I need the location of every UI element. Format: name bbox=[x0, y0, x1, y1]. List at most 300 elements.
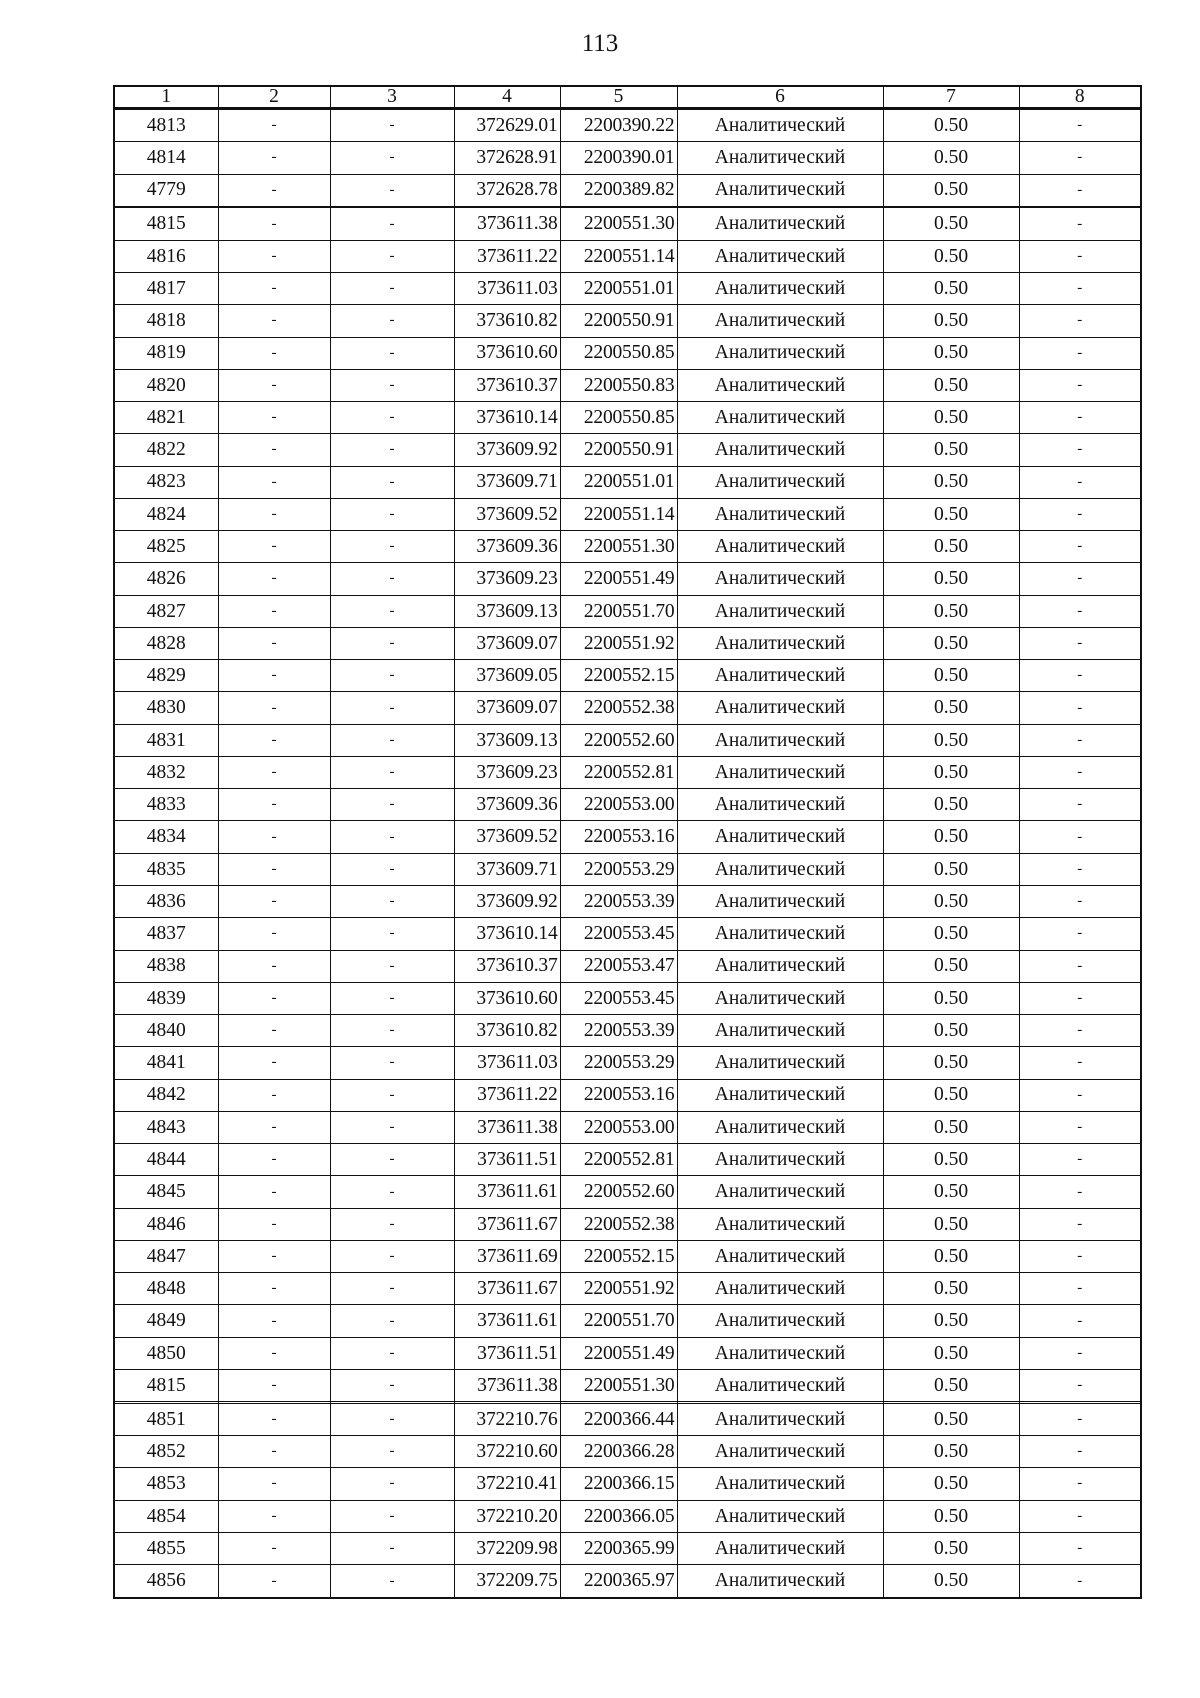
point-number-cell: 4847 bbox=[114, 1240, 218, 1272]
y-coordinate-cell: 2200552.15 bbox=[560, 1240, 677, 1272]
point-number-cell: 4844 bbox=[114, 1144, 218, 1176]
col8-cell: - bbox=[1019, 1176, 1141, 1208]
col8-cell: - bbox=[1019, 240, 1141, 272]
y-coordinate-cell: 2200551.30 bbox=[560, 531, 677, 563]
accuracy-cell: 0.50 bbox=[883, 208, 1019, 240]
col3-cell: - bbox=[330, 466, 454, 498]
column-header: 7 bbox=[883, 86, 1019, 108]
col8-cell: - bbox=[1019, 174, 1141, 206]
col8-cell: - bbox=[1019, 1273, 1141, 1305]
accuracy-cell: 0.50 bbox=[883, 498, 1019, 530]
x-coordinate-cell: 373609.23 bbox=[454, 563, 560, 595]
table-row bbox=[114, 950, 1141, 982]
method-cell: Аналитический bbox=[677, 1240, 883, 1272]
x-coordinate-cell: 373611.67 bbox=[454, 1273, 560, 1305]
column-header: 3 bbox=[330, 86, 454, 108]
method-cell: Аналитический bbox=[677, 821, 883, 853]
col2-cell: - bbox=[218, 1015, 330, 1047]
col2-cell: - bbox=[218, 853, 330, 885]
y-coordinate-cell: 2200550.91 bbox=[560, 434, 677, 466]
x-coordinate-cell: 372628.78 bbox=[454, 174, 560, 206]
table-row bbox=[114, 821, 1141, 853]
x-coordinate-cell: 372210.20 bbox=[454, 1500, 560, 1532]
col2-cell: - bbox=[218, 982, 330, 1014]
x-coordinate-cell: 372209.75 bbox=[454, 1565, 560, 1598]
col8-cell: - bbox=[1019, 1047, 1141, 1079]
col8-cell: - bbox=[1019, 1240, 1141, 1272]
col3-cell: - bbox=[330, 1305, 454, 1337]
col2-cell: - bbox=[218, 1337, 330, 1369]
x-coordinate-cell: 372209.98 bbox=[454, 1532, 560, 1564]
accuracy-cell: 0.50 bbox=[883, 1532, 1019, 1564]
col2-cell: - bbox=[218, 756, 330, 788]
col3-cell: - bbox=[330, 1500, 454, 1532]
table-row bbox=[114, 1403, 1141, 1435]
accuracy-cell: 0.50 bbox=[883, 1436, 1019, 1468]
col8-cell: - bbox=[1019, 1468, 1141, 1500]
col8-cell: - bbox=[1019, 402, 1141, 434]
col3-cell: - bbox=[330, 272, 454, 304]
table-row bbox=[114, 1565, 1141, 1598]
col3-cell: - bbox=[330, 1144, 454, 1176]
y-coordinate-cell: 2200553.39 bbox=[560, 1015, 677, 1047]
method-cell: Аналитический bbox=[677, 563, 883, 595]
accuracy-cell: 0.50 bbox=[883, 563, 1019, 595]
table-row bbox=[114, 1240, 1141, 1272]
col8-cell: - bbox=[1019, 498, 1141, 530]
x-coordinate-cell: 373610.82 bbox=[454, 1015, 560, 1047]
x-coordinate-cell: 373609.36 bbox=[454, 531, 560, 563]
table-row bbox=[114, 1337, 1141, 1369]
method-cell: Аналитический bbox=[677, 1565, 883, 1598]
col2-cell: - bbox=[218, 1532, 330, 1564]
method-cell: Аналитический bbox=[677, 1436, 883, 1468]
point-number-cell: 4849 bbox=[114, 1305, 218, 1337]
table-row bbox=[114, 1370, 1141, 1402]
method-cell: Аналитический bbox=[677, 886, 883, 918]
accuracy-cell: 0.50 bbox=[883, 1015, 1019, 1047]
col3-cell: - bbox=[330, 434, 454, 466]
x-coordinate-cell: 373609.52 bbox=[454, 821, 560, 853]
table-row bbox=[114, 108, 1141, 142]
y-coordinate-cell: 2200552.60 bbox=[560, 1176, 677, 1208]
method-cell: Аналитический bbox=[677, 1111, 883, 1143]
y-coordinate-cell: 2200553.45 bbox=[560, 918, 677, 950]
col3-cell: - bbox=[330, 498, 454, 530]
x-coordinate-cell: 373611.69 bbox=[454, 1240, 560, 1272]
y-coordinate-cell: 2200390.01 bbox=[560, 142, 677, 174]
col2-cell: - bbox=[218, 142, 330, 174]
accuracy-cell: 0.50 bbox=[883, 627, 1019, 659]
col8-cell: - bbox=[1019, 563, 1141, 595]
table-row bbox=[114, 1468, 1141, 1500]
x-coordinate-cell: 372210.60 bbox=[454, 1436, 560, 1468]
accuracy-cell: 0.50 bbox=[883, 305, 1019, 337]
table-row bbox=[114, 853, 1141, 885]
col3-cell: - bbox=[330, 756, 454, 788]
col2-cell: - bbox=[218, 821, 330, 853]
coordinates-table bbox=[113, 85, 1142, 1599]
accuracy-cell: 0.50 bbox=[883, 595, 1019, 627]
method-cell: Аналитический bbox=[677, 627, 883, 659]
method-cell: Аналитический bbox=[677, 724, 883, 756]
point-number-cell: 4828 bbox=[114, 627, 218, 659]
col2-cell: - bbox=[218, 886, 330, 918]
col8-cell: - bbox=[1019, 208, 1141, 240]
table-row bbox=[114, 692, 1141, 724]
table-row bbox=[114, 1500, 1141, 1532]
method-cell: Аналитический bbox=[677, 174, 883, 206]
point-number-cell: 4834 bbox=[114, 821, 218, 853]
col2-cell: - bbox=[218, 1208, 330, 1240]
col8-cell: - bbox=[1019, 627, 1141, 659]
y-coordinate-cell: 2200551.01 bbox=[560, 466, 677, 498]
col2-cell: - bbox=[218, 1144, 330, 1176]
point-number-cell: 4832 bbox=[114, 756, 218, 788]
accuracy-cell: 0.50 bbox=[883, 950, 1019, 982]
table-row bbox=[114, 1047, 1141, 1079]
col3-cell: - bbox=[330, 886, 454, 918]
col2-cell: - bbox=[218, 1403, 330, 1435]
col8-cell: - bbox=[1019, 789, 1141, 821]
y-coordinate-cell: 2200553.16 bbox=[560, 821, 677, 853]
accuracy-cell: 0.50 bbox=[883, 369, 1019, 401]
col8-cell: - bbox=[1019, 108, 1141, 142]
col8-cell: - bbox=[1019, 1436, 1141, 1468]
col8-cell: - bbox=[1019, 1370, 1141, 1402]
accuracy-cell: 0.50 bbox=[883, 724, 1019, 756]
table-row bbox=[114, 369, 1141, 401]
table-row bbox=[114, 305, 1141, 337]
y-coordinate-cell: 2200365.97 bbox=[560, 1565, 677, 1598]
point-number-cell: 4855 bbox=[114, 1532, 218, 1564]
method-cell: Аналитический bbox=[677, 402, 883, 434]
accuracy-cell: 0.50 bbox=[883, 434, 1019, 466]
col2-cell: - bbox=[218, 272, 330, 304]
method-cell: Аналитический bbox=[677, 466, 883, 498]
point-number-cell: 4816 bbox=[114, 240, 218, 272]
col8-cell: - bbox=[1019, 1532, 1141, 1564]
col8-cell: - bbox=[1019, 595, 1141, 627]
point-number-cell: 4827 bbox=[114, 595, 218, 627]
col2-cell: - bbox=[218, 208, 330, 240]
x-coordinate-cell: 373611.38 bbox=[454, 1111, 560, 1143]
method-cell: Аналитический bbox=[677, 756, 883, 788]
method-cell: Аналитический bbox=[677, 337, 883, 369]
accuracy-cell: 0.50 bbox=[883, 789, 1019, 821]
point-number-cell: 4843 bbox=[114, 1111, 218, 1143]
point-number-cell: 4813 bbox=[114, 108, 218, 142]
accuracy-cell: 0.50 bbox=[883, 1176, 1019, 1208]
col2-cell: - bbox=[218, 563, 330, 595]
x-coordinate-cell: 373609.23 bbox=[454, 756, 560, 788]
method-cell: Аналитический bbox=[677, 531, 883, 563]
col8-cell: - bbox=[1019, 142, 1141, 174]
table-row bbox=[114, 240, 1141, 272]
x-coordinate-cell: 373610.14 bbox=[454, 402, 560, 434]
col2-cell: - bbox=[218, 1047, 330, 1079]
point-number-cell: 4838 bbox=[114, 950, 218, 982]
accuracy-cell: 0.50 bbox=[883, 1337, 1019, 1369]
table-row bbox=[114, 789, 1141, 821]
col3-cell: - bbox=[330, 174, 454, 206]
col8-cell: - bbox=[1019, 918, 1141, 950]
point-number-cell: 4815 bbox=[114, 208, 218, 240]
point-number-cell: 4845 bbox=[114, 1176, 218, 1208]
col3-cell: - bbox=[330, 240, 454, 272]
accuracy-cell: 0.50 bbox=[883, 337, 1019, 369]
table-row bbox=[114, 434, 1141, 466]
col2-cell: - bbox=[218, 498, 330, 530]
y-coordinate-cell: 2200551.70 bbox=[560, 1305, 677, 1337]
col3-cell: - bbox=[330, 1079, 454, 1111]
col8-cell: - bbox=[1019, 1144, 1141, 1176]
accuracy-cell: 0.50 bbox=[883, 1144, 1019, 1176]
point-number-cell: 4853 bbox=[114, 1468, 218, 1500]
method-cell: Аналитический bbox=[677, 1468, 883, 1500]
point-number-cell: 4779 bbox=[114, 174, 218, 206]
page-number: 113 bbox=[581, 30, 619, 57]
accuracy-cell: 0.50 bbox=[883, 174, 1019, 206]
table-row bbox=[114, 1273, 1141, 1305]
y-coordinate-cell: 2200550.85 bbox=[560, 402, 677, 434]
method-cell: Аналитический bbox=[677, 369, 883, 401]
col2-cell: - bbox=[218, 174, 330, 206]
col2-cell: - bbox=[218, 1111, 330, 1143]
method-cell: Аналитический bbox=[677, 208, 883, 240]
column-header: 4 bbox=[454, 86, 560, 108]
point-number-cell: 4830 bbox=[114, 692, 218, 724]
col2-cell: - bbox=[218, 305, 330, 337]
col8-cell: - bbox=[1019, 1305, 1141, 1337]
y-coordinate-cell: 2200366.05 bbox=[560, 1500, 677, 1532]
x-coordinate-cell: 373609.07 bbox=[454, 692, 560, 724]
method-cell: Аналитический bbox=[677, 1176, 883, 1208]
accuracy-cell: 0.50 bbox=[883, 1111, 1019, 1143]
x-coordinate-cell: 372210.76 bbox=[454, 1403, 560, 1435]
point-number-cell: 4835 bbox=[114, 853, 218, 885]
point-number-cell: 4841 bbox=[114, 1047, 218, 1079]
y-coordinate-cell: 2200366.15 bbox=[560, 1468, 677, 1500]
accuracy-cell: 0.50 bbox=[883, 240, 1019, 272]
y-coordinate-cell: 2200552.60 bbox=[560, 724, 677, 756]
col8-cell: - bbox=[1019, 982, 1141, 1014]
table-row bbox=[114, 724, 1141, 756]
col3-cell: - bbox=[330, 789, 454, 821]
method-cell: Аналитический bbox=[677, 950, 883, 982]
point-number-cell: 4814 bbox=[114, 142, 218, 174]
x-coordinate-cell: 373611.22 bbox=[454, 240, 560, 272]
col2-cell: - bbox=[218, 627, 330, 659]
method-cell: Аналитический bbox=[677, 240, 883, 272]
method-cell: Аналитический bbox=[677, 982, 883, 1014]
x-coordinate-cell: 373610.37 bbox=[454, 950, 560, 982]
col8-cell: - bbox=[1019, 1208, 1141, 1240]
col2-cell: - bbox=[218, 337, 330, 369]
x-coordinate-cell: 373609.71 bbox=[454, 853, 560, 885]
table-row bbox=[114, 1208, 1141, 1240]
method-cell: Аналитический bbox=[677, 434, 883, 466]
col3-cell: - bbox=[330, 1015, 454, 1047]
accuracy-cell: 0.50 bbox=[883, 1565, 1019, 1598]
table-row bbox=[114, 208, 1141, 240]
table-row bbox=[114, 174, 1141, 206]
method-cell: Аналитический bbox=[677, 789, 883, 821]
method-cell: Аналитический bbox=[677, 142, 883, 174]
x-coordinate-cell: 372210.41 bbox=[454, 1468, 560, 1500]
col8-cell: - bbox=[1019, 660, 1141, 692]
x-coordinate-cell: 373611.51 bbox=[454, 1144, 560, 1176]
table-row bbox=[114, 466, 1141, 498]
point-number-cell: 4826 bbox=[114, 563, 218, 595]
col8-cell: - bbox=[1019, 1015, 1141, 1047]
col2-cell: - bbox=[218, 1240, 330, 1272]
method-cell: Аналитический bbox=[677, 1370, 883, 1402]
col8-cell: - bbox=[1019, 821, 1141, 853]
accuracy-cell: 0.50 bbox=[883, 821, 1019, 853]
col8-cell: - bbox=[1019, 369, 1141, 401]
y-coordinate-cell: 2200552.38 bbox=[560, 1208, 677, 1240]
x-coordinate-cell: 373610.82 bbox=[454, 305, 560, 337]
col3-cell: - bbox=[330, 1047, 454, 1079]
col3-cell: - bbox=[330, 1273, 454, 1305]
point-number-cell: 4848 bbox=[114, 1273, 218, 1305]
x-coordinate-cell: 373609.36 bbox=[454, 789, 560, 821]
table-row bbox=[114, 886, 1141, 918]
table-row bbox=[114, 1176, 1141, 1208]
x-coordinate-cell: 373611.51 bbox=[454, 1337, 560, 1369]
table-row bbox=[114, 660, 1141, 692]
table-row bbox=[114, 531, 1141, 563]
method-cell: Аналитический bbox=[677, 1403, 883, 1435]
x-coordinate-cell: 372629.01 bbox=[454, 108, 560, 142]
accuracy-cell: 0.50 bbox=[883, 272, 1019, 304]
col2-cell: - bbox=[218, 1436, 330, 1468]
column-header: 1 bbox=[114, 86, 218, 108]
col2-cell: - bbox=[218, 1565, 330, 1598]
y-coordinate-cell: 2200551.49 bbox=[560, 563, 677, 595]
col3-cell: - bbox=[330, 950, 454, 982]
table-row bbox=[114, 1532, 1141, 1564]
y-coordinate-cell: 2200553.29 bbox=[560, 1047, 677, 1079]
y-coordinate-cell: 2200550.91 bbox=[560, 305, 677, 337]
x-coordinate-cell: 373609.05 bbox=[454, 660, 560, 692]
column-header: 2 bbox=[218, 86, 330, 108]
col8-cell: - bbox=[1019, 466, 1141, 498]
column-header: 5 bbox=[560, 86, 677, 108]
table-row bbox=[114, 142, 1141, 174]
col8-cell: - bbox=[1019, 434, 1141, 466]
y-coordinate-cell: 2200551.14 bbox=[560, 498, 677, 530]
accuracy-cell: 0.50 bbox=[883, 1047, 1019, 1079]
col3-cell: - bbox=[330, 1208, 454, 1240]
point-number-cell: 4829 bbox=[114, 660, 218, 692]
point-number-cell: 4819 bbox=[114, 337, 218, 369]
col8-cell: - bbox=[1019, 886, 1141, 918]
col3-cell: - bbox=[330, 208, 454, 240]
col2-cell: - bbox=[218, 1500, 330, 1532]
point-number-cell: 4854 bbox=[114, 1500, 218, 1532]
accuracy-cell: 0.50 bbox=[883, 1468, 1019, 1500]
y-coordinate-cell: 2200552.38 bbox=[560, 692, 677, 724]
col2-cell: - bbox=[218, 240, 330, 272]
col8-cell: - bbox=[1019, 1337, 1141, 1369]
x-coordinate-cell: 373609.13 bbox=[454, 595, 560, 627]
col2-cell: - bbox=[218, 950, 330, 982]
point-number-cell: 4839 bbox=[114, 982, 218, 1014]
col2-cell: - bbox=[218, 531, 330, 563]
accuracy-cell: 0.50 bbox=[883, 466, 1019, 498]
col8-cell: - bbox=[1019, 531, 1141, 563]
col8-cell: - bbox=[1019, 337, 1141, 369]
method-cell: Аналитический bbox=[677, 1144, 883, 1176]
col3-cell: - bbox=[330, 1532, 454, 1564]
col8-cell: - bbox=[1019, 1403, 1141, 1435]
method-cell: Аналитический bbox=[677, 1532, 883, 1564]
y-coordinate-cell: 2200553.39 bbox=[560, 886, 677, 918]
col8-cell: - bbox=[1019, 1111, 1141, 1143]
col2-cell: - bbox=[218, 1273, 330, 1305]
x-coordinate-cell: 373611.22 bbox=[454, 1079, 560, 1111]
table-row bbox=[114, 1111, 1141, 1143]
col3-cell: - bbox=[330, 724, 454, 756]
y-coordinate-cell: 2200551.49 bbox=[560, 1337, 677, 1369]
col3-cell: - bbox=[330, 1565, 454, 1598]
accuracy-cell: 0.50 bbox=[883, 531, 1019, 563]
col8-cell: - bbox=[1019, 1500, 1141, 1532]
col2-cell: - bbox=[218, 369, 330, 401]
col2-cell: - bbox=[218, 1370, 330, 1402]
col2-cell: - bbox=[218, 660, 330, 692]
col2-cell: - bbox=[218, 402, 330, 434]
accuracy-cell: 0.50 bbox=[883, 108, 1019, 142]
method-cell: Аналитический bbox=[677, 1079, 883, 1111]
col3-cell: - bbox=[330, 1240, 454, 1272]
col3-cell: - bbox=[330, 1337, 454, 1369]
x-coordinate-cell: 373611.03 bbox=[454, 272, 560, 304]
table-row bbox=[114, 1015, 1141, 1047]
accuracy-cell: 0.50 bbox=[883, 1273, 1019, 1305]
y-coordinate-cell: 2200551.14 bbox=[560, 240, 677, 272]
table-row bbox=[114, 402, 1141, 434]
y-coordinate-cell: 2200552.81 bbox=[560, 756, 677, 788]
x-coordinate-cell: 373609.92 bbox=[454, 886, 560, 918]
col3-cell: - bbox=[330, 305, 454, 337]
y-coordinate-cell: 2200389.82 bbox=[560, 174, 677, 206]
point-number-cell: 4817 bbox=[114, 272, 218, 304]
point-number-cell: 4856 bbox=[114, 1565, 218, 1598]
y-coordinate-cell: 2200365.99 bbox=[560, 1532, 677, 1564]
y-coordinate-cell: 2200553.16 bbox=[560, 1079, 677, 1111]
col3-cell: - bbox=[330, 1436, 454, 1468]
col2-cell: - bbox=[218, 724, 330, 756]
col3-cell: - bbox=[330, 1403, 454, 1435]
method-cell: Аналитический bbox=[677, 595, 883, 627]
col8-cell: - bbox=[1019, 692, 1141, 724]
method-cell: Аналитический bbox=[677, 918, 883, 950]
point-number-cell: 4815 bbox=[114, 1370, 218, 1402]
point-number-cell: 4837 bbox=[114, 918, 218, 950]
accuracy-cell: 0.50 bbox=[883, 142, 1019, 174]
x-coordinate-cell: 373611.67 bbox=[454, 1208, 560, 1240]
x-coordinate-cell: 373610.37 bbox=[454, 369, 560, 401]
col3-cell: - bbox=[330, 142, 454, 174]
x-coordinate-cell: 372628.91 bbox=[454, 142, 560, 174]
col3-cell: - bbox=[330, 108, 454, 142]
col3-cell: - bbox=[330, 853, 454, 885]
method-cell: Аналитический bbox=[677, 1500, 883, 1532]
accuracy-cell: 0.50 bbox=[883, 1370, 1019, 1402]
